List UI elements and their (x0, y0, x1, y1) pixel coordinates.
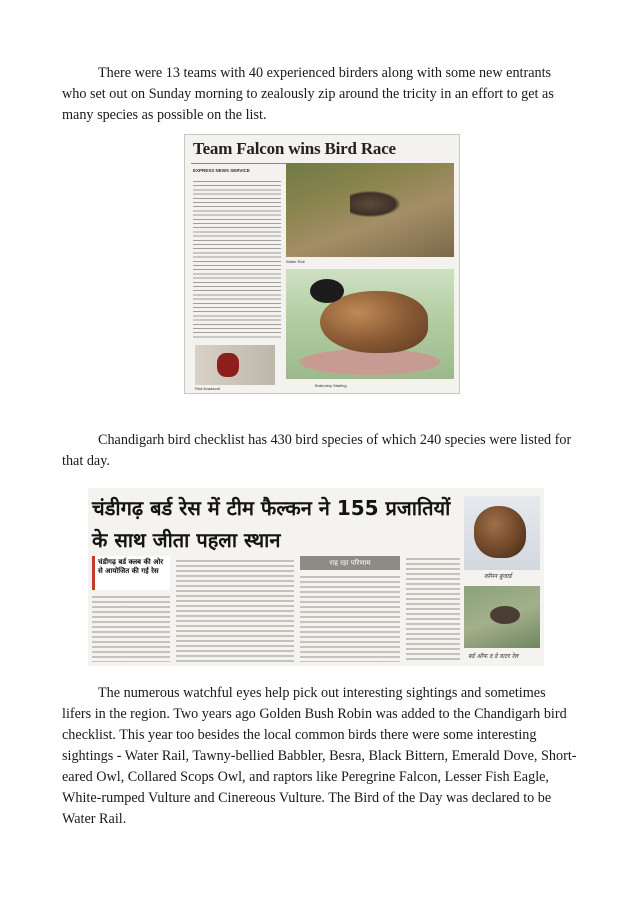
newspaper-clipping-english (184, 134, 460, 394)
paragraph-intro-text: There were 13 teams with 40 experienced birders along with some new entrants who set out on Sunday morning to zealously zip around the tricity in an effort to get as many species as possible on the list. (62, 65, 554, 123)
hindi-headline: चंडीगढ़ बर्ड रेस में टीम फैल्कन ने 155 प्रजातियों के साथ जीता पहला स्थान (92, 496, 451, 552)
hindi-text-column (92, 594, 170, 662)
hindi-text-column (406, 556, 460, 662)
hindi-subheadline: चंडीगढ़ बर्ड क्लब की ओर से आयोजित की गई रेस (92, 556, 170, 590)
water-rail-photo (464, 586, 540, 648)
clipping-text-column (193, 179, 281, 339)
buzzard-photo (464, 496, 540, 570)
clipping-headline: Team Falcon wins Bird Race (193, 139, 396, 158)
paragraph-sightings-text: The numerous watchful eyes help pick out interesting sightings and sometimes lifers in the region. Two years ago Golden Bush Robin was added to the Chandigarh bird checklist. This year too besides the local common birds there were some interesting sightings - Water Rail, Tawny-bellied Babbler, Besra, Black Bittern, Emerald Dove, Short-eared Owl, Collared Scops Owl, and raptors like Peregrine Falcon, Lesser Fish Eagle, White-rumped Vulture and Cinereous Vulture. The Bird of the Day was declared to be Water Rail. (62, 685, 577, 827)
photo-caption-bottom: Brahminy Starling (315, 383, 347, 388)
bird-figure (474, 506, 526, 558)
paragraph-checklist (62, 430, 578, 472)
brahminy-starling-photo (286, 269, 454, 379)
clipping-byline: EXPRESS NEWS SERVICE (193, 168, 250, 173)
hindi-results-banner: राह रहा परिणाम (300, 556, 400, 570)
photo-caption-small: Red Avadavat (195, 386, 220, 391)
photo-caption-top: Water Rail (286, 259, 305, 264)
hindi-text-column (300, 574, 400, 662)
paragraph-sightings (62, 683, 578, 830)
newspaper-clipping-hindi (88, 488, 544, 666)
bird-figure (350, 191, 400, 217)
hindi-photo-caption-bottom: बर्ड ऑफ द डे वाटर रेल (468, 653, 519, 660)
bird-head-figure (310, 279, 344, 303)
hindi-photo-caption-top: कॉमन बुजार्ड (484, 573, 512, 580)
paragraph-checklist-text: Chandigarh bird checklist has 430 bird species of which 240 species were listed for that day. (62, 432, 572, 469)
water-rail-photo (286, 163, 454, 257)
bird-figure (490, 606, 520, 624)
hindi-text-column (176, 558, 294, 662)
red-avadavat-photo (195, 345, 275, 385)
bird-figure (217, 353, 239, 377)
paragraph-intro (62, 63, 578, 126)
